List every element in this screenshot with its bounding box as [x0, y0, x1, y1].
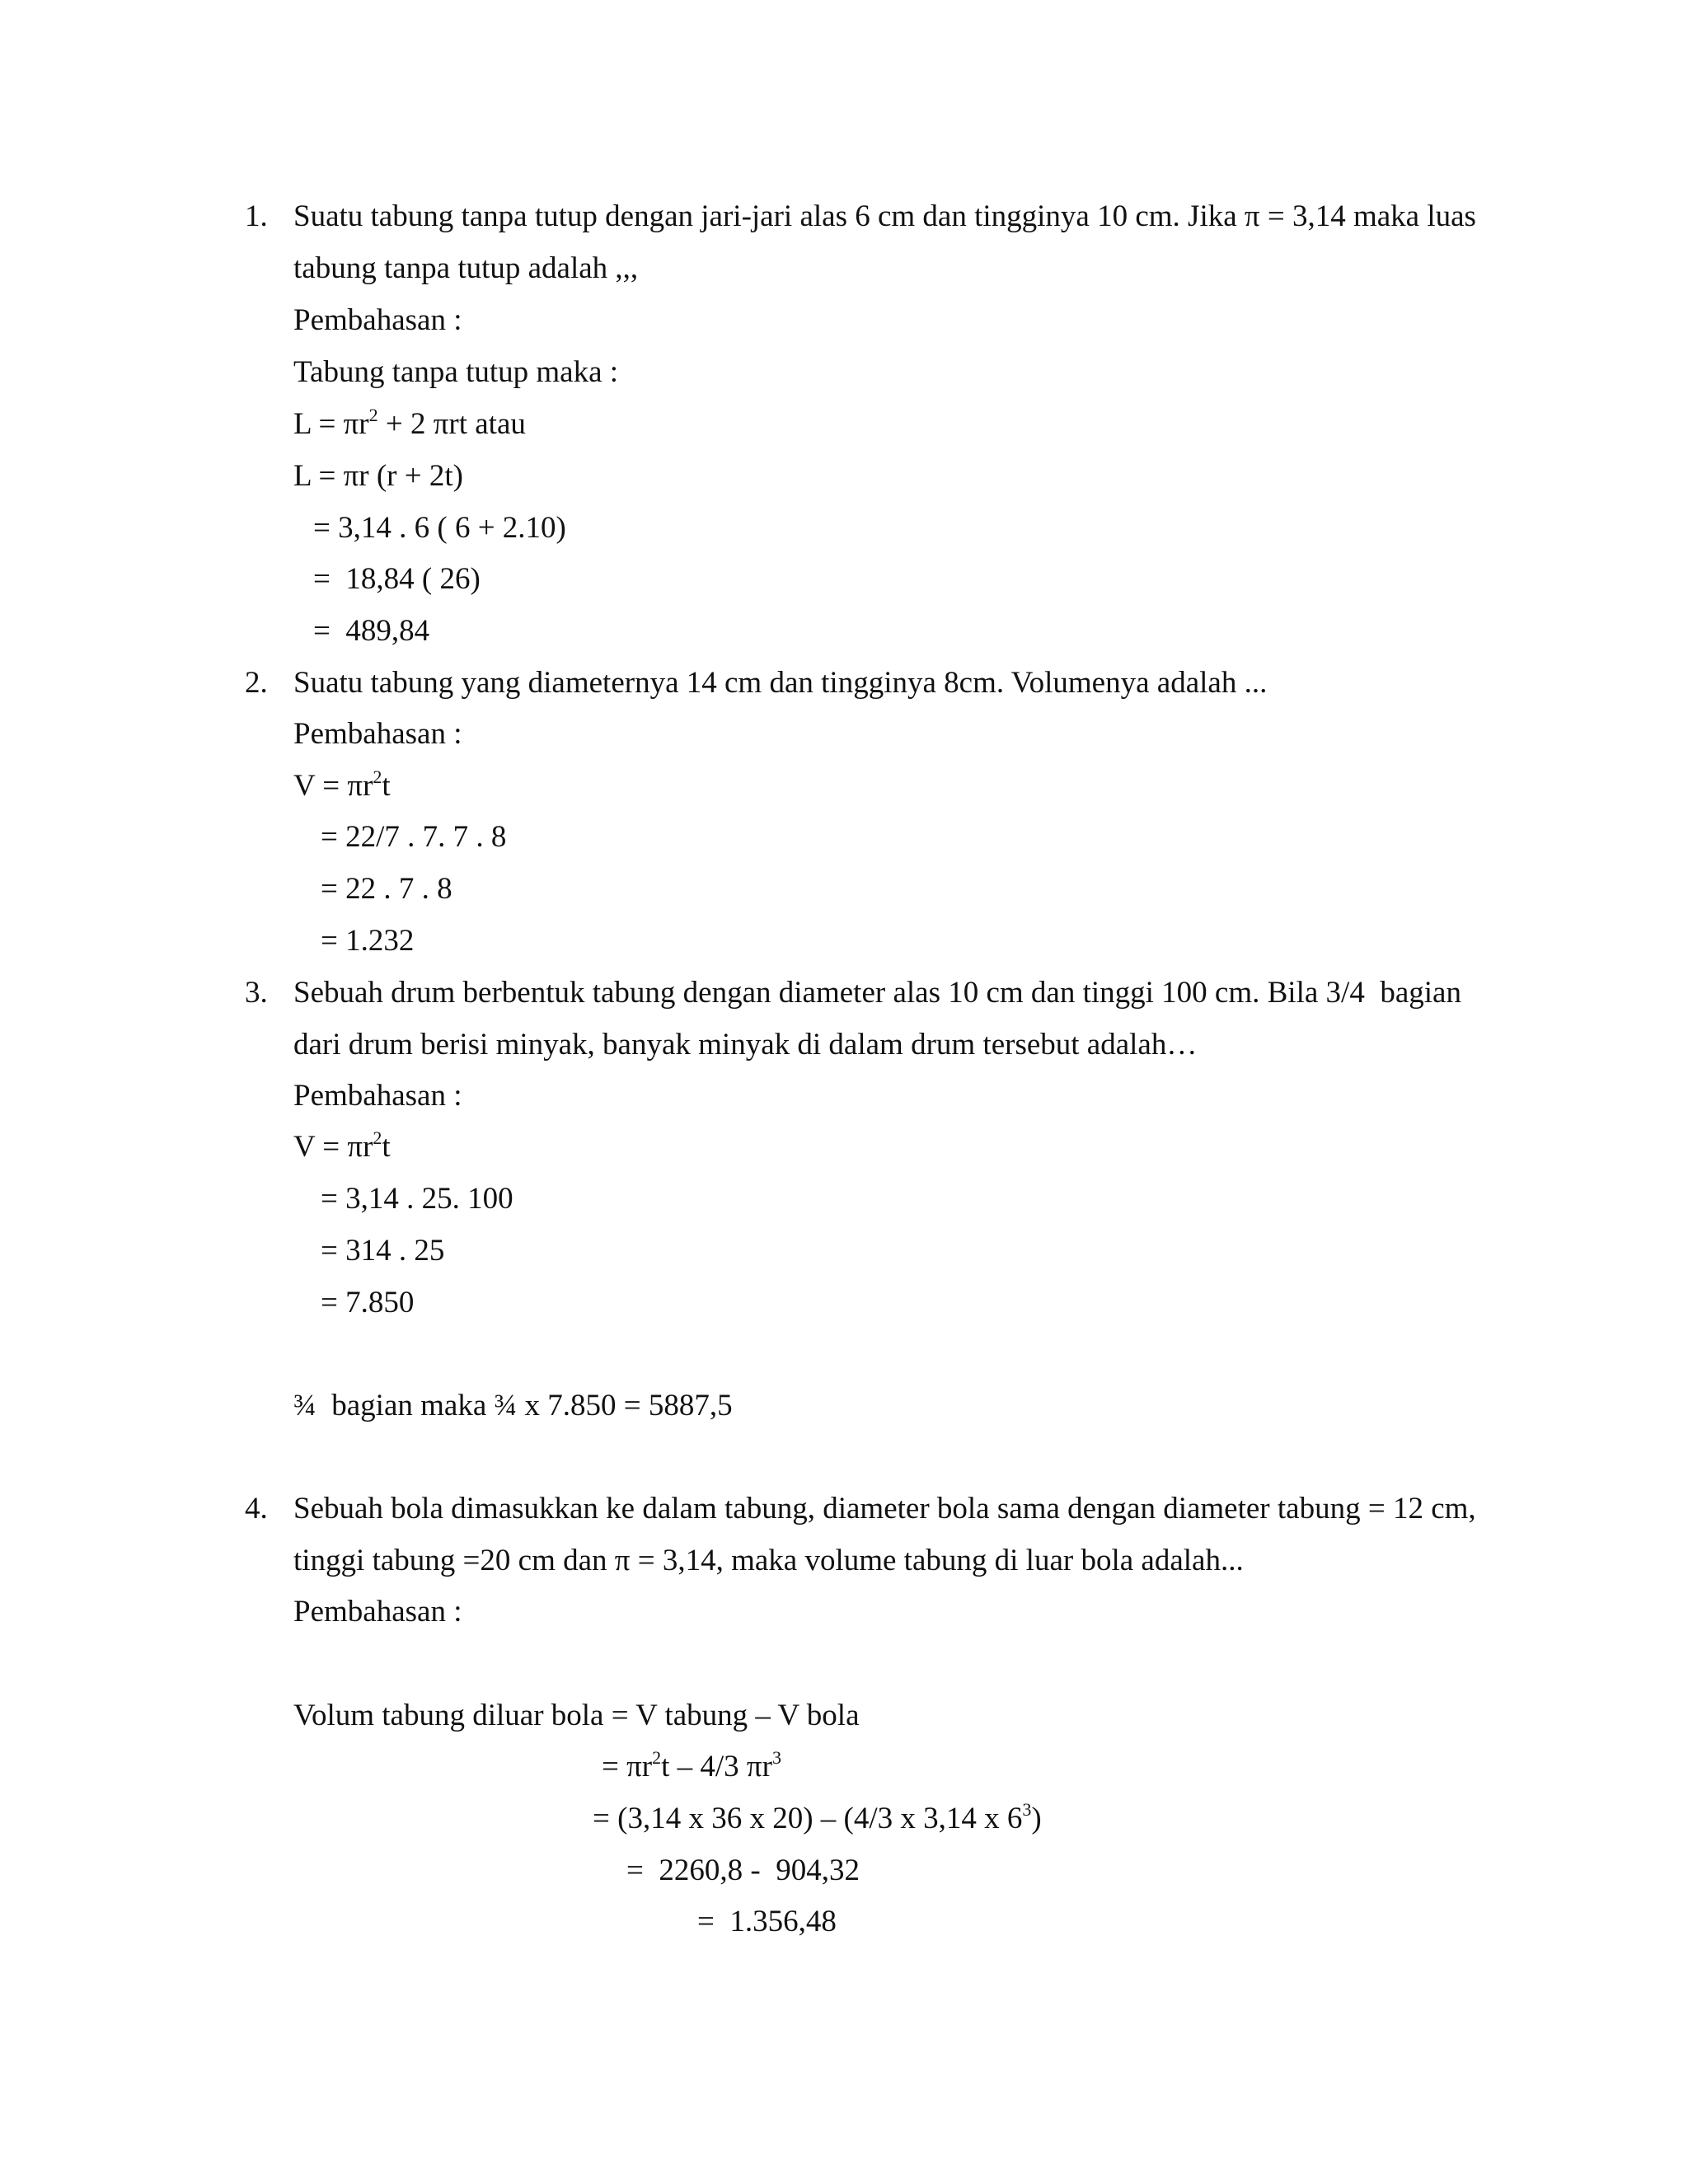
formula-text: = πr	[602, 1750, 653, 1783]
formula-text: + 2 πrt atau	[377, 407, 526, 441]
problem-2-number: 2.	[245, 666, 268, 700]
exponent: 2	[373, 1127, 382, 1148]
problem-3-question-line-1: Sebuah drum berbentuk tabung dengan diameter alas 10 cm dan tinggi 100 cm. Bila 3/4 bagian	[293, 976, 1461, 1010]
problem-1-discussion-heading: Pembahasan :	[293, 303, 462, 337]
problem-1-step-3: = 489,84	[313, 614, 430, 648]
problem-3-step-3: = 7.850	[321, 1286, 415, 1319]
problem-1-step-1: = 3,14 . 6 ( 6 + 2.10)	[313, 511, 566, 545]
exponent: 2	[368, 405, 378, 425]
problem-4-question-line-1: Sebuah bola dimasukkan ke dalam tabung, diameter bola sama dengan diameter tabung = 12 cm,	[293, 1492, 1476, 1526]
problem-1-formula-a	[293, 405, 526, 441]
problem-4-step-2	[593, 1799, 1042, 1835]
problem-2-question-line-1: Suatu tabung yang diameternya 14 cm dan tingginya 8cm. Volumenya adalah ...	[293, 666, 1268, 700]
exponent: 3	[1022, 1799, 1032, 1820]
problem-3-formula	[293, 1127, 391, 1164]
problem-1-question-line-1: Suatu tabung tanpa tutup dengan jari-jari alas 6 cm dan tingginya 10 cm. Jika π = 3,14 maka luas	[293, 199, 1476, 233]
problem-4-question-line-2: tinggi tabung =20 cm dan π = 3,14, maka volume tabung di luar bola adalah...	[293, 1544, 1244, 1577]
problem-3-number: 3.	[245, 976, 268, 1010]
problem-4-step-3: = 2260,8 - 904,32	[626, 1854, 860, 1887]
problem-4-step-4: = 1.356,48	[697, 1905, 837, 1938]
problem-3-discussion-heading: Pembahasan :	[293, 1079, 462, 1113]
problem-4-number: 4.	[245, 1492, 268, 1526]
problem-3-step-1: = 3,14 . 25. 100	[321, 1182, 513, 1216]
exponent: 2	[652, 1747, 662, 1768]
problem-2-step-3: = 1.232	[321, 924, 415, 958]
problem-1-step-2: = 18,84 ( 26)	[313, 562, 481, 596]
problem-3-step-2: = 314 . 25	[321, 1234, 445, 1268]
problem-4-statement: Volum tabung diluar bola = V tabung – V bola	[293, 1699, 860, 1732]
problem-4-discussion-heading: Pembahasan :	[293, 1595, 462, 1629]
problem-2-step-1: = 22/7 . 7. 7 . 8	[321, 820, 507, 854]
exponent: 2	[373, 766, 382, 787]
formula-text: t	[382, 1130, 391, 1164]
problem-1-intro: Tabung tanpa tutup maka :	[293, 355, 619, 389]
problem-2-formula	[293, 766, 391, 803]
problem-4-step-1	[602, 1747, 781, 1783]
formula-text: )	[1031, 1802, 1042, 1835]
formula-text: V = πr	[293, 769, 373, 803]
problem-1-question-line-2: tabung tanpa tutup adalah ,,,	[293, 251, 639, 285]
problem-2-step-2: = 22 . 7 . 8	[321, 872, 452, 906]
problem-1-formula-b: L = πr (r + 2t)	[293, 459, 463, 493]
problem-3-question-line-2: dari drum berisi minyak, banyak minyak di dalam drum tersebut adalah…	[293, 1028, 1198, 1062]
formula-text: t	[382, 769, 391, 803]
formula-text: V = πr	[293, 1130, 373, 1164]
problem-2-discussion-heading: Pembahasan :	[293, 717, 462, 751]
problem-3-conclusion: ¾ bagian maka ¾ x 7.850 = 5887,5	[293, 1389, 733, 1422]
formula-text: L = πr	[293, 407, 369, 441]
formula-text: t – 4/3 πr	[661, 1750, 772, 1783]
problem-1-number: 1.	[245, 199, 268, 233]
formula-text: = (3,14 x 36 x 20) – (4/3 x 3,14 x 6	[593, 1802, 1023, 1835]
exponent: 3	[771, 1747, 781, 1768]
